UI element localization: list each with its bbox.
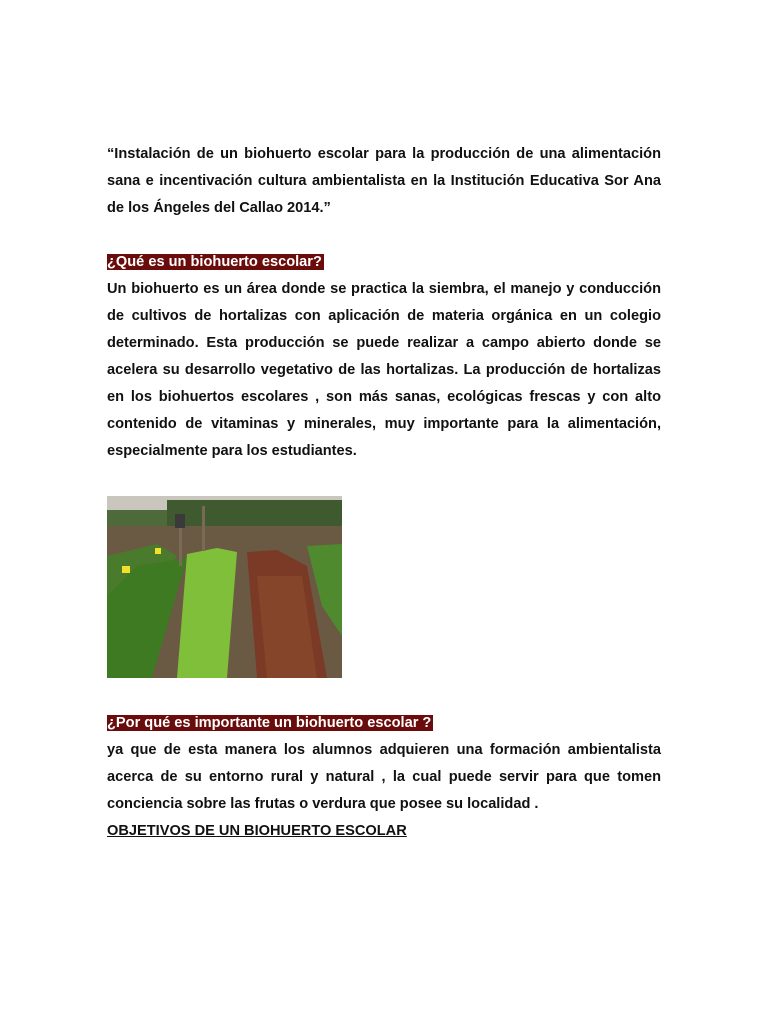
section-heading-why-important: [107, 710, 661, 737]
garden-photo: [107, 496, 342, 678]
paragraph-definition: Un biohuerto es un área donde se practica la siembra, el manejo y conducción de cultivos de hortalizas con aplicación de materia orgánica en un colegio determinado. Esta producción se puede realizar a campo abierto donde se acelera su desarrollo vegetativo de las hortalizas. La producción de hortalizas en los biohuertos escolares , son más sanas, ecológicas frescas y con alto contenido de vitaminas y minerales, muy importante para la alimentación, especialmente para los estudiantes.: [107, 281, 661, 459]
section-heading-what-is: [107, 249, 661, 276]
document-content: [107, 141, 661, 845]
heading-why-important: ¿Por qué es importante un biohuerto escolar ?: [107, 715, 432, 731]
paragraph-importance: ya que de esta manera los alumnos adquieren una formación ambientalista acerca de su entorno rural y natural , la cual puede servir para que tomen conciencia sobre las frutas o verdura que posee su localidad .: [107, 742, 661, 812]
spacer: [107, 222, 661, 249]
garden-photo-illustration: [107, 496, 342, 678]
document-title: “Instalación de un biohuerto escolar para la producción de una alimentación sana e incentivación cultura ambientalista en la Institución Educativa Sor Ana de los Ángeles del Callao 2014.”: [107, 146, 661, 216]
heading-what-is-biohuerto: ¿Qué es un biohuerto escolar?: [107, 254, 322, 270]
heading-objectives: OBJETIVOS DE UN BIOHUERTO ESCOLAR: [107, 823, 407, 839]
